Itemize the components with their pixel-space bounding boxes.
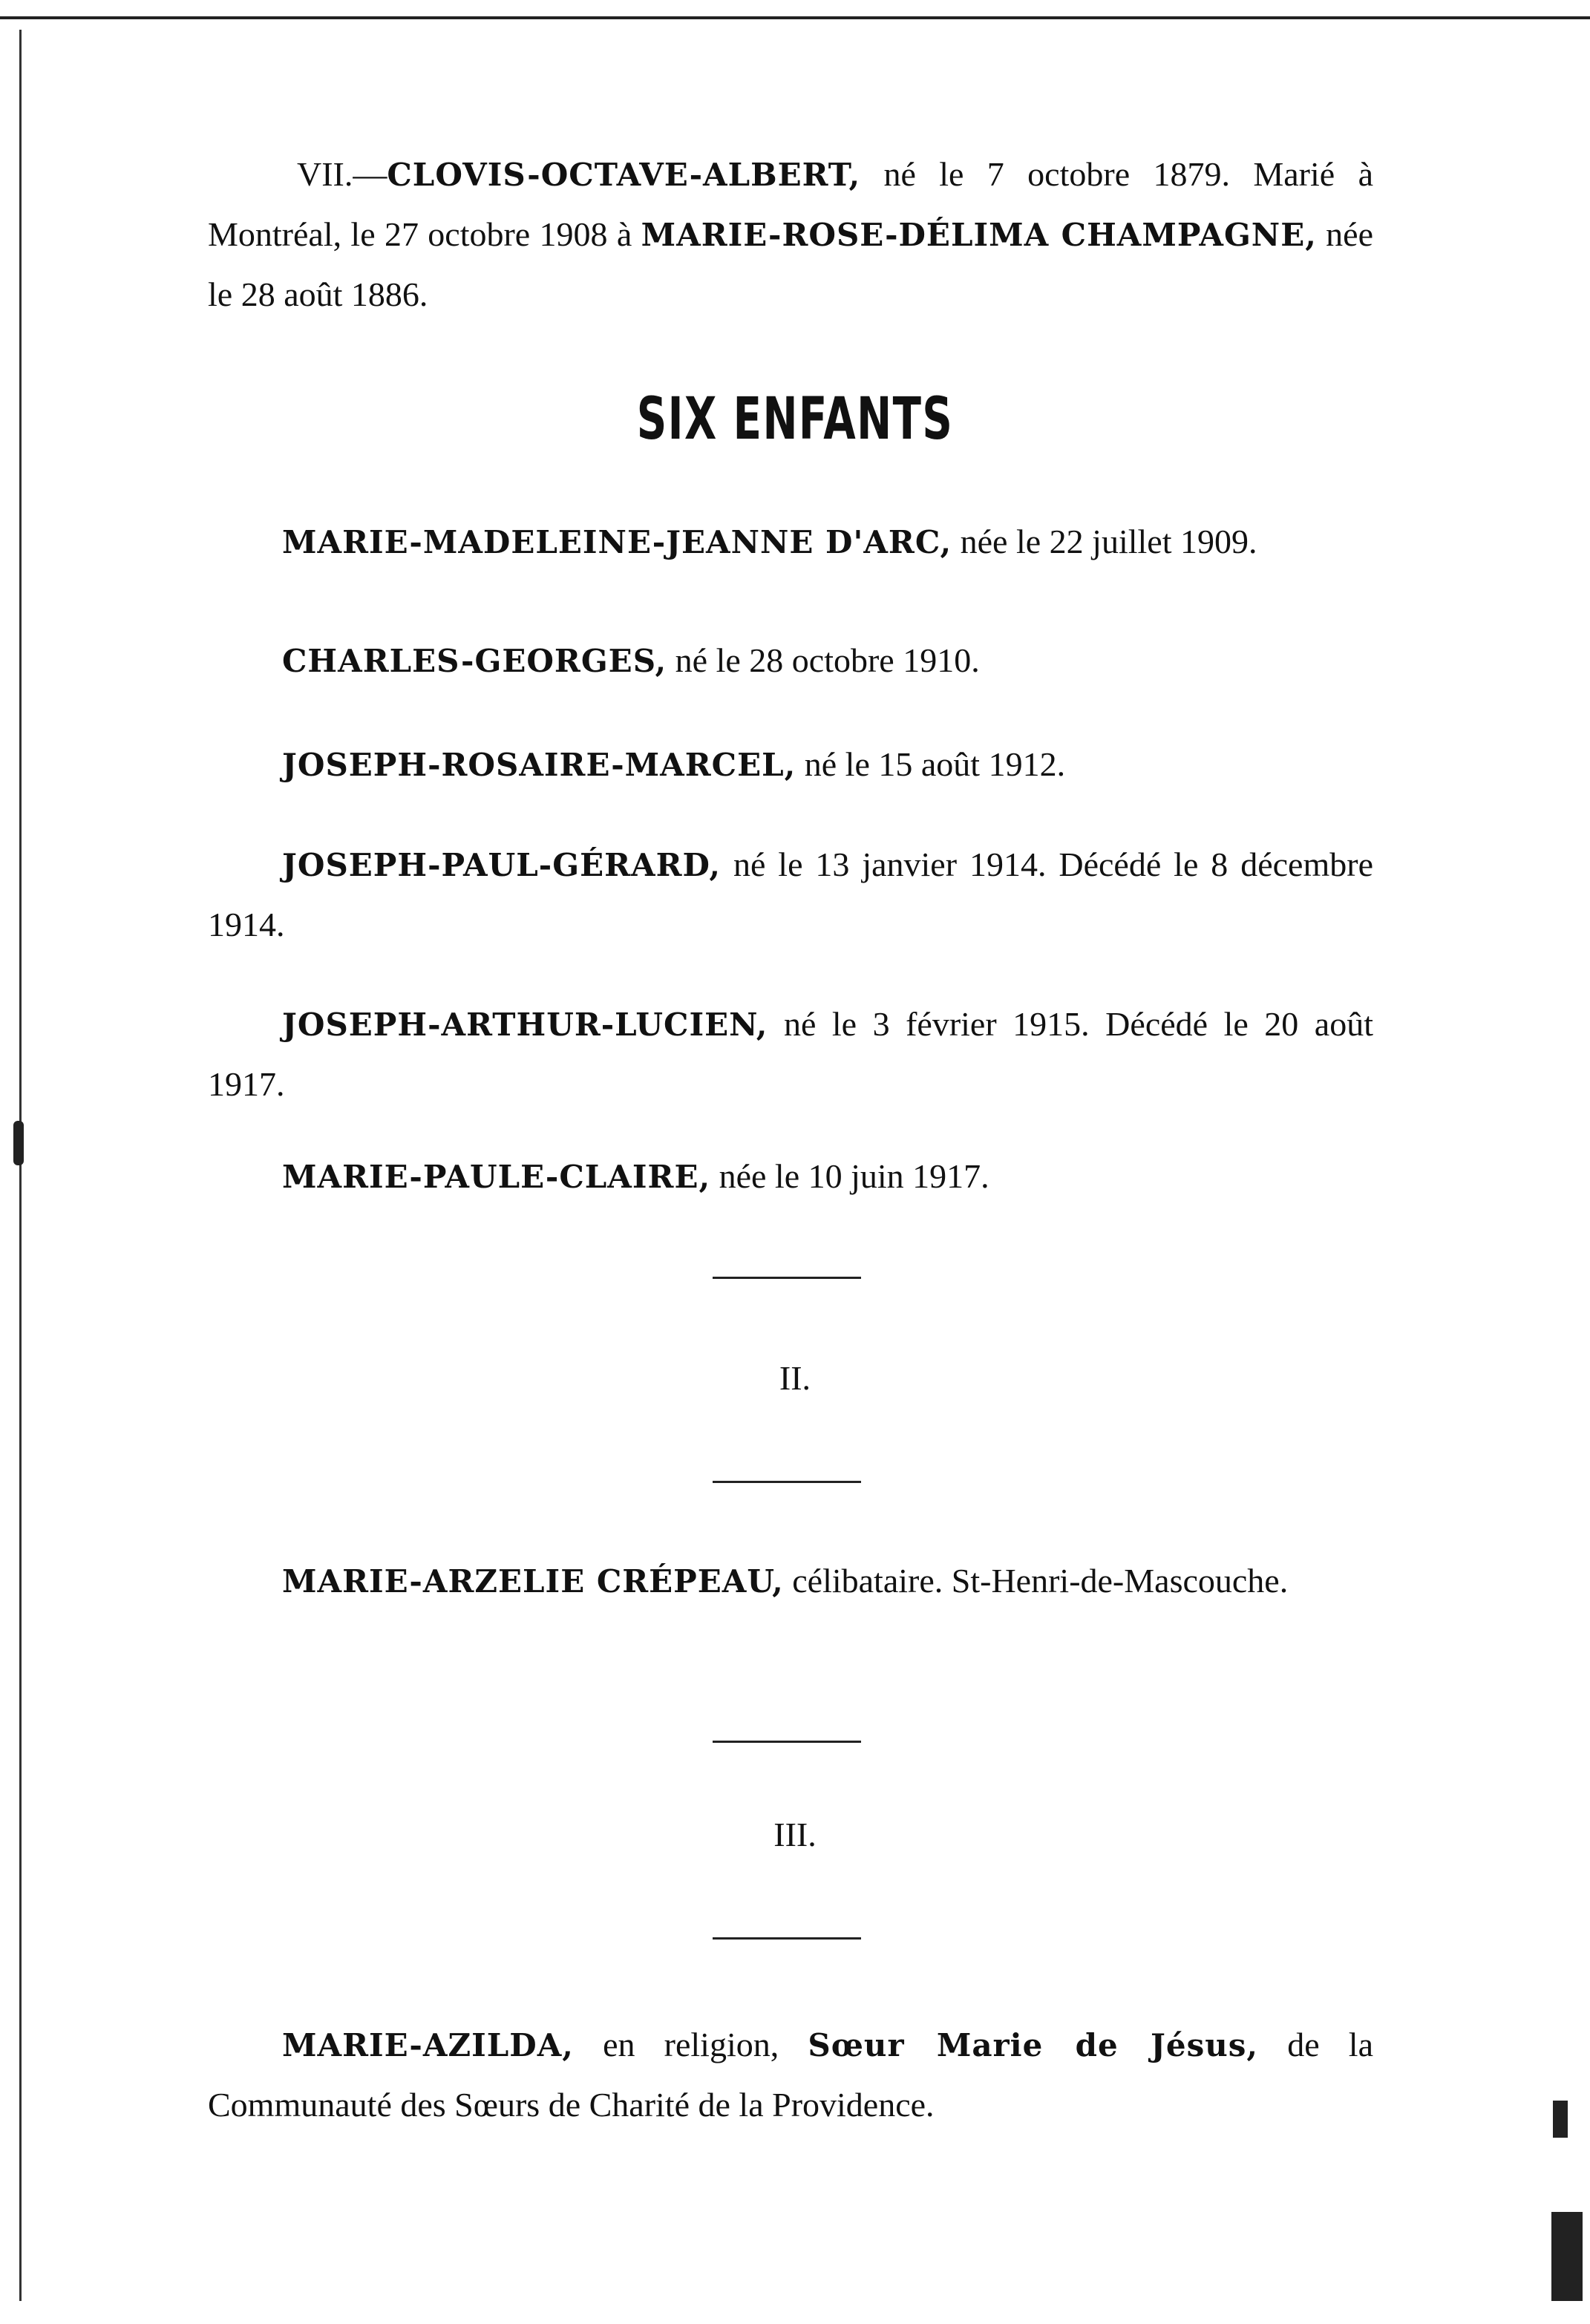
- section-number: III.: [773, 1816, 817, 1853]
- section-ii-entry: [208, 1551, 1373, 1611]
- person-text: célibataire. St-Henri-de-Mascouche.: [783, 1562, 1289, 1600]
- entry-text: né le 7 octobre 1879. Marié à Montréal, le 27 octobre 1908 à: [208, 155, 1373, 253]
- child-entry: [208, 631, 1373, 691]
- child-name: CHARLES-GEORGES,: [282, 643, 667, 679]
- child-text: né le 28 octobre 1910.: [667, 641, 980, 679]
- scan-corner-mark: [1553, 2101, 1568, 2138]
- children-heading: SIX ENFANTS: [636, 386, 954, 453]
- person-text: de la Communauté des Sœurs de Charité de la Providence.: [208, 2026, 1373, 2124]
- person-name: MARIE-ARZELIE CRÉPEAU,: [282, 1563, 784, 1600]
- child-entry: [208, 735, 1373, 795]
- child-entry: [208, 512, 1373, 572]
- child-text: né le 15 août 1912.: [796, 745, 1066, 783]
- person-name: MARIE-AZILDA,: [282, 2027, 574, 2063]
- scan-left-rule: [19, 30, 22, 2301]
- person-text: en religion,: [573, 2026, 808, 2063]
- child-text: née le 22 juillet 1909.: [952, 523, 1257, 560]
- child-name: JOSEPH-ARTHUR-LUCIEN,: [282, 1006, 768, 1043]
- section-divider: [713, 1277, 861, 1279]
- child-name: JOSEPH-ROSAIRE-MARCEL,: [282, 747, 796, 783]
- religious-name: Sœur Marie de Jésus,: [808, 2027, 1259, 2063]
- scan-corner-mark: [1551, 2212, 1583, 2301]
- entry-text: née le 28 août 1886.: [208, 215, 1373, 313]
- child-name: JOSEPH-PAUL-GÉRARD,: [282, 847, 722, 883]
- child-entry: [208, 1147, 1373, 1207]
- section-divider: [713, 1741, 861, 1743]
- scan-left-mark: [13, 1121, 24, 1165]
- entry-vii: [208, 145, 1373, 324]
- section-number: II.: [779, 1359, 811, 1397]
- scan-top-rule: [0, 16, 1590, 19]
- child-entry: [208, 835, 1373, 955]
- child-text: née le 10 juin 1917.: [710, 1157, 989, 1195]
- section-iii-entry: [208, 2015, 1373, 2135]
- child-name: MARIE-MADELEINE-JEANNE D'ARC,: [282, 524, 952, 560]
- child-entry: [208, 995, 1373, 1114]
- entry-number: VII.—: [297, 155, 387, 193]
- section-divider: [713, 1937, 861, 1940]
- child-text: né le 3 février 1915. Décédé le 20 août 1917.: [208, 1005, 1373, 1103]
- child-text: né le 13 janvier 1914. Décédé le 8 décembre 1914.: [208, 845, 1373, 943]
- entry-name: CLOVIS-OCTAVE-ALBERT,: [387, 157, 861, 193]
- child-name: MARIE-PAULE-CLAIRE,: [282, 1159, 711, 1195]
- section-divider: [713, 1481, 861, 1483]
- spouse-name: MARIE-ROSE-DÉLIMA CHAMPAGNE,: [641, 217, 1317, 253]
